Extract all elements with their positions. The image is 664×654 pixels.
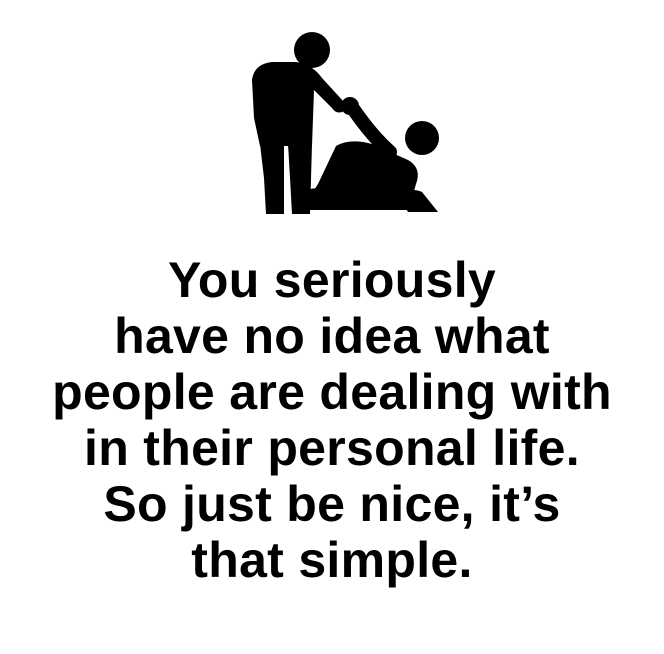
quote-text [0,252,664,588]
helping-hand-illustration [232,28,442,216]
standing-person-torso [252,62,346,146]
quote-line-3: people are dealing with [52,364,612,420]
quote-line-1: You seriously [167,252,497,308]
quote-line-6: that simple. [191,532,473,588]
quote-line-5: So just be nice, it’s [103,476,561,532]
quote-line-4: in their personal life. [84,420,580,476]
helping-hand-icon [232,28,442,216]
quote-line-2: have no idea what [114,308,550,364]
reclining-person-head [405,121,439,155]
